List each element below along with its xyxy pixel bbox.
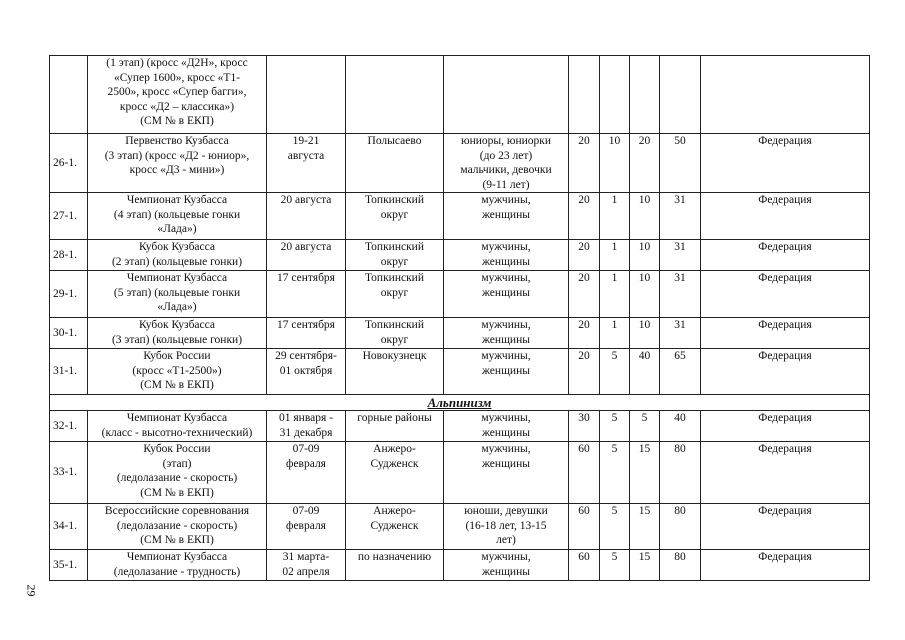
cell-line: юноши, девушки xyxy=(464,505,548,517)
number-cell: 28-1. xyxy=(50,240,88,271)
place-cell xyxy=(346,411,444,442)
place-cell xyxy=(346,271,444,318)
cell-line: Чемпионат Кузбасса xyxy=(126,412,228,424)
number-cell: 30-1. xyxy=(50,318,88,349)
cell-line: мужчины, xyxy=(481,272,531,284)
cell-line: женщины xyxy=(482,426,530,439)
place-cell xyxy=(346,504,444,550)
cell-line: 17 сентября xyxy=(277,272,335,284)
cell-line: женщины xyxy=(482,457,530,470)
cell-line: Всероссийские соревнования xyxy=(104,505,250,517)
cell-line: 07-09 xyxy=(292,505,320,517)
event-name-cell xyxy=(88,134,267,193)
cell-line: горные районы xyxy=(357,412,432,424)
count-cell: 5 xyxy=(600,411,630,442)
cell-line: мужчины, xyxy=(481,319,531,331)
count-cell: 5 xyxy=(600,550,630,581)
count-cell: 20 xyxy=(630,134,660,193)
cell-line: 01 октября xyxy=(279,364,333,377)
organizer-cell: Федерация xyxy=(701,349,870,395)
organizer-cell: Федерация xyxy=(701,411,870,442)
cell-line: (ледолазание - скорость) xyxy=(116,519,238,532)
count-cell: 40 xyxy=(630,349,660,395)
date-cell xyxy=(267,56,346,134)
count-cell xyxy=(569,56,600,134)
cell-line: Судженск xyxy=(370,519,419,532)
cell-line: Судженск xyxy=(370,457,419,470)
participants-cell xyxy=(444,550,569,581)
organizer-cell: Федерация xyxy=(701,550,870,581)
count-cell: 10 xyxy=(630,193,660,240)
count-cell: 15 xyxy=(630,442,660,504)
number-cell: 29-1. xyxy=(50,271,88,318)
count-cell: 60 xyxy=(569,550,600,581)
count-cell: 10 xyxy=(630,240,660,271)
cell-line: юниоры, юниорки xyxy=(460,135,552,147)
cell-line: (1 этап) (кросс «Д2Н», кросс xyxy=(106,57,248,69)
organizer-cell: Федерация xyxy=(701,193,870,240)
organizer-cell: Федерация xyxy=(701,271,870,318)
count-cell: 20 xyxy=(569,240,600,271)
count-cell: 5 xyxy=(600,504,630,550)
cell-line: округ xyxy=(380,255,409,268)
cell-line: февраля xyxy=(286,519,326,532)
cell-line: женщины xyxy=(482,208,530,221)
cell-line: Анжеро- xyxy=(373,505,416,517)
cell-line: Кубок Кузбасса xyxy=(139,241,215,253)
cell-line: Кубок России xyxy=(143,443,211,455)
count-cell: 5 xyxy=(600,349,630,395)
count-cell: 15 xyxy=(630,504,660,550)
cell-line: женщины xyxy=(482,364,530,377)
count-cell: 30 xyxy=(569,411,600,442)
number-cell: 26-1. xyxy=(50,134,88,193)
organizer-cell: Федерация xyxy=(701,504,870,550)
event-name-cell xyxy=(88,193,267,240)
number-cell: 34-1. xyxy=(50,504,88,550)
table-row xyxy=(50,550,870,581)
cell-line: кросс «Д2 – классика») xyxy=(119,100,235,113)
count-cell: 65 xyxy=(660,349,701,395)
date-cell xyxy=(267,550,346,581)
number-cell: 27-1. xyxy=(50,193,88,240)
cell-line: мужчины, xyxy=(481,551,531,563)
count-cell xyxy=(660,56,701,134)
place-cell xyxy=(346,550,444,581)
cell-line: (класс - высотно-технический) xyxy=(101,426,253,439)
number-cell: 35-1. xyxy=(50,550,88,581)
event-name-cell xyxy=(88,411,267,442)
cell-line: (3 этап) (кросс «Д2 - юниор», xyxy=(104,149,250,162)
table-row xyxy=(50,56,870,134)
cell-line: Топкинский xyxy=(365,194,424,206)
cell-line: округ xyxy=(380,333,409,346)
table-row xyxy=(50,411,870,442)
cell-line: по назначению xyxy=(357,551,432,563)
table-row xyxy=(50,271,870,318)
count-cell: 31 xyxy=(660,240,701,271)
count-cell: 20 xyxy=(569,134,600,193)
cell-line: женщины xyxy=(482,565,530,578)
participants-cell xyxy=(444,56,569,134)
organizer-cell: Федерация xyxy=(701,240,870,271)
count-cell: 80 xyxy=(660,550,701,581)
cell-line: (СМ № в ЕКП) xyxy=(140,534,214,546)
event-name-cell xyxy=(88,271,267,318)
participants-cell xyxy=(444,411,569,442)
cell-line: Анжеро- xyxy=(373,443,416,455)
organizer-cell: Федерация xyxy=(701,318,870,349)
cell-line: (5 этап) (кольцевые гонки xyxy=(113,286,241,299)
organizer-cell xyxy=(701,56,870,134)
count-cell: 1 xyxy=(600,271,630,318)
date-cell xyxy=(267,193,346,240)
count-cell: 10 xyxy=(630,271,660,318)
page-number: 29 xyxy=(24,584,39,597)
place-cell xyxy=(346,134,444,193)
count-cell xyxy=(630,56,660,134)
cell-line: 01 января - xyxy=(279,412,333,424)
event-name-cell xyxy=(88,318,267,349)
count-cell: 20 xyxy=(569,193,600,240)
cell-line: (этап) xyxy=(162,457,192,470)
count-cell: 1 xyxy=(600,193,630,240)
cell-line: женщины xyxy=(482,286,530,299)
participants-cell xyxy=(444,318,569,349)
count-cell: 60 xyxy=(569,442,600,504)
cell-line: (3 этап) (кольцевые гонки) xyxy=(111,333,243,346)
cell-line: (ледолазание - скорость) xyxy=(116,472,238,484)
cell-line: 29 сентября- xyxy=(275,350,337,362)
date-cell xyxy=(267,349,346,395)
count-cell: 31 xyxy=(660,193,701,240)
count-cell: 80 xyxy=(660,442,701,504)
date-cell xyxy=(267,411,346,442)
event-name-cell xyxy=(88,349,267,395)
place-cell xyxy=(346,349,444,395)
number-cell: 31-1. xyxy=(50,349,88,395)
place-cell xyxy=(346,318,444,349)
cell-line: округ xyxy=(380,286,409,299)
cell-line: февраля xyxy=(286,457,326,470)
number-cell xyxy=(50,56,88,134)
place-cell xyxy=(346,442,444,504)
section-row xyxy=(50,395,870,411)
count-cell: 20 xyxy=(569,271,600,318)
participants-cell xyxy=(444,504,569,550)
cell-line: Чемпионат Кузбасса xyxy=(126,272,228,284)
count-cell: 80 xyxy=(660,504,701,550)
date-cell xyxy=(267,240,346,271)
event-name-cell xyxy=(88,550,267,581)
cell-line: Топкинский xyxy=(365,319,424,331)
cell-line: 19-21 xyxy=(292,135,320,147)
cell-line: (16-18 лет, 13-15 xyxy=(465,519,547,532)
cell-line: Первенство Кузбасса xyxy=(125,135,229,147)
count-cell: 5 xyxy=(630,411,660,442)
count-cell xyxy=(600,56,630,134)
cell-line: женщины xyxy=(482,255,530,268)
table-row xyxy=(50,504,870,550)
number-cell: 32-1. xyxy=(50,411,88,442)
count-cell: 15 xyxy=(630,550,660,581)
cell-line: Топкинский xyxy=(365,241,424,253)
table-row xyxy=(50,193,870,240)
cell-line: августа xyxy=(287,149,325,162)
count-cell: 50 xyxy=(660,134,701,193)
table-row xyxy=(50,134,870,193)
event-name-cell xyxy=(88,504,267,550)
cell-line: (9-11 лет) xyxy=(482,178,530,191)
event-name-cell xyxy=(88,240,267,271)
organizer-cell: Федерация xyxy=(701,442,870,504)
cell-line: женщины xyxy=(482,333,530,346)
count-cell: 1 xyxy=(600,240,630,271)
cell-line: (кросс «Т1-2500») xyxy=(132,364,222,377)
count-cell: 1 xyxy=(600,318,630,349)
organizer-cell: Федерация xyxy=(701,134,870,193)
count-cell: 31 xyxy=(660,318,701,349)
cell-line: Кубок Кузбасса xyxy=(139,319,215,331)
participants-cell xyxy=(444,271,569,318)
count-cell: 20 xyxy=(569,349,600,395)
cell-line: (2 этап) (кольцевые гонки) xyxy=(111,255,243,268)
count-cell: 60 xyxy=(569,504,600,550)
cell-line: 02 апреля xyxy=(282,565,330,578)
count-cell: 31 xyxy=(660,271,701,318)
section-title: Альпинизм xyxy=(50,395,870,411)
table-row xyxy=(50,240,870,271)
cell-line: мужчины, xyxy=(481,194,531,206)
cell-line: (до 23 лет) xyxy=(479,149,533,162)
event-name-cell xyxy=(88,56,267,134)
cell-line: 2500», кросс «Супер багги», xyxy=(107,86,247,98)
cell-line: мужчины, xyxy=(481,350,531,362)
cell-line: Чемпионат Кузбасса xyxy=(126,194,228,206)
place-cell xyxy=(346,56,444,134)
table-body xyxy=(50,56,870,581)
events-table xyxy=(49,55,870,581)
date-cell xyxy=(267,442,346,504)
cell-line: Новокузнецк xyxy=(362,350,427,362)
table-row xyxy=(50,349,870,395)
date-cell xyxy=(267,504,346,550)
count-cell: 10 xyxy=(600,134,630,193)
table-row xyxy=(50,442,870,504)
participants-cell xyxy=(444,349,569,395)
participants-cell xyxy=(444,134,569,193)
cell-line: (4 этап) (кольцевые гонки xyxy=(113,208,241,221)
place-cell xyxy=(346,193,444,240)
date-cell xyxy=(267,318,346,349)
cell-line: 20 августа xyxy=(280,241,332,253)
place-cell xyxy=(346,240,444,271)
count-cell: 5 xyxy=(600,442,630,504)
cell-line: Кубок России xyxy=(143,350,211,362)
cell-line: лет) xyxy=(496,534,516,546)
cell-line: (СМ № в ЕКП) xyxy=(140,379,214,391)
cell-line: «Лада») xyxy=(157,223,197,235)
count-cell: 10 xyxy=(630,318,660,349)
cell-line: кросс «Д3 - мини») xyxy=(129,164,225,176)
cell-line: мальчики, девочки xyxy=(460,164,552,176)
cell-line: Чемпионат Кузбасса xyxy=(126,551,228,563)
cell-line: «Супер 1600», кросс «Т1- xyxy=(113,71,241,84)
number-cell: 33-1. xyxy=(50,442,88,504)
date-cell xyxy=(267,134,346,193)
table-row xyxy=(50,318,870,349)
cell-line: (ледолазание - трудность) xyxy=(113,565,241,578)
count-cell: 20 xyxy=(569,318,600,349)
event-name-cell xyxy=(88,442,267,504)
participants-cell xyxy=(444,193,569,240)
cell-line: 31 декабря xyxy=(279,426,333,439)
cell-line: 20 августа xyxy=(280,194,332,206)
cell-line: (СМ № в ЕКП) xyxy=(140,486,214,499)
cell-line: мужчины, xyxy=(481,241,531,253)
cell-line: Полысаево xyxy=(367,135,422,147)
cell-line: мужчины, xyxy=(481,412,531,424)
cell-line: 31 марта- xyxy=(282,551,330,563)
cell-line: Топкинский xyxy=(365,272,424,284)
cell-line: мужчины, xyxy=(481,443,531,455)
count-cell: 40 xyxy=(660,411,701,442)
date-cell xyxy=(267,271,346,318)
cell-line: (СМ № в ЕКП) xyxy=(140,115,214,127)
cell-line: 17 сентября xyxy=(277,319,335,331)
cell-line: округ xyxy=(380,208,409,221)
participants-cell xyxy=(444,240,569,271)
cell-line: 07-09 xyxy=(292,443,320,455)
participants-cell xyxy=(444,442,569,504)
cell-line: «Лада») xyxy=(157,301,197,313)
